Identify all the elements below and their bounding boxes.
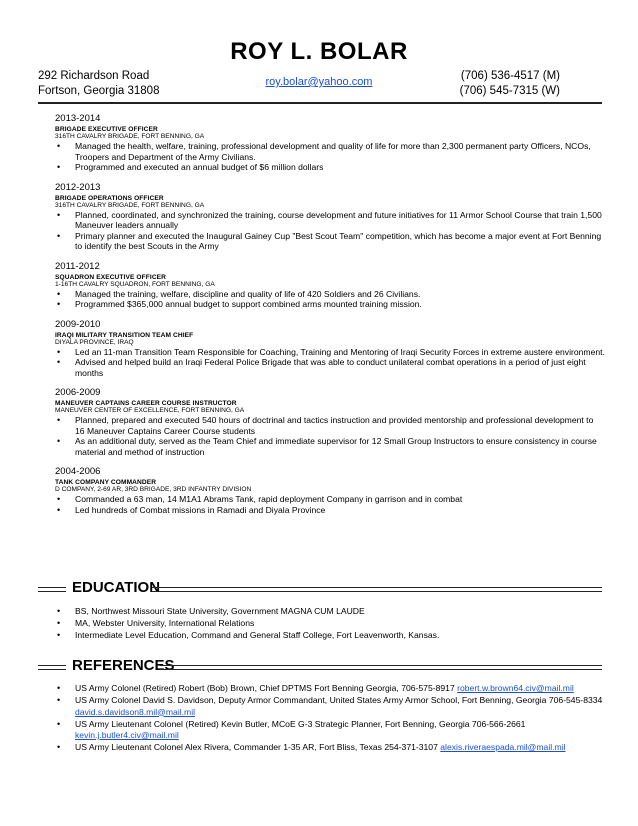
bullet-item: • Commanded a 63 man, 14 M1A1 Abrams Tank, rapid deployment Company in garrison and in combat (55, 494, 605, 505)
experience-entry (55, 387, 605, 457)
bullet-item: • Planned, prepared and executed 540 hours of doctrinal and tactics instruction and provided mentorship and professional development to 16 Maneuver Captains Career Course students (55, 415, 605, 436)
phone-work: (706) 545-7315 (W) (459, 85, 560, 97)
address-line-2: Fortson, Georgia 31808 (38, 85, 160, 97)
education-title: EDUCATION (72, 579, 161, 596)
bullet-item: • Planned, coordinated, and synchronized the training, course development and future initiatives for 11 Armor School Course that train 1,500 Maneuver leaders annually (55, 210, 605, 231)
reference-item (55, 683, 605, 695)
heading-rule-right (152, 587, 602, 592)
bullet-item: • Programmed $365,000 annual budget to support combined arms mounted training mission. (55, 299, 605, 310)
reference-item (55, 719, 605, 742)
reference-email-link[interactable]: kevin.j.butler4.civ@mail.mil (75, 730, 179, 740)
entry-bullets (55, 415, 605, 457)
education-list (55, 605, 605, 641)
entry-unit: D COMPANY, 2-69 AR, 3RD BRIGADE, 3RD INFANTRY DIVISION (55, 486, 252, 493)
entry-bullets (55, 210, 605, 252)
experience-section (55, 113, 605, 524)
reference-text: US Army Colonel David S. Davidson, Deputy Armor Commandant, United States Army Armor School, Fort Benning, Georgia 706-545-8334 (75, 695, 603, 705)
bullet-item: • Advised and helped build an Iraqi Federal Police Brigade that was able to conduct unilateral combat operations in a period of just eight months (55, 357, 605, 378)
reference-text: US Army Lieutenant Colonel Alex Rivera, Commander 1-35 AR, Fort Bliss, Texas 254-371-3107 (75, 742, 441, 752)
entry-role: BRIGADE OPERATIONS OFFICER (55, 194, 164, 202)
entry-role: SQUADRON EXECUTIVE OFFICER (55, 273, 167, 281)
entry-years: 2006-2009 (55, 387, 101, 398)
bullet-item: • As an additional duty, served as the Team Chief and immediate supervisor for 12 Small Group Instructors to ensure consistency in course material and method of instruction (55, 436, 605, 457)
reference-item (55, 695, 605, 718)
references-title: REFERENCES (72, 657, 175, 674)
experience-entry (55, 466, 605, 515)
entry-bullets (55, 347, 605, 379)
reference-text: US Army Colonel (Retired) Robert (Bob) Brown, Chief DPTMS Fort Benning Georgia, 706-575-8917 (75, 683, 458, 693)
entry-unit: 1-16TH CAVALRY SQUADRON, FORT BENNING, GA (55, 280, 215, 288)
entry-unit: 316TH CAVALRY BRIGADE, FORT BENNING, GA (55, 201, 205, 209)
entry-unit: DIYALA PROVINCE, IRAQ (55, 338, 134, 346)
entry-bullets (55, 289, 605, 310)
candidate-name: ROY L. BOLAR (230, 38, 408, 65)
heading-rule-left (38, 665, 66, 670)
entry-role: BRIGADE EXECUTIVE OFFICER (55, 126, 158, 133)
entry-role: TANK COMPANY COMMANDER (55, 479, 157, 486)
education-heading (38, 578, 602, 598)
phone-mobile: (706) 536-4517 (M) (460, 70, 560, 82)
heading-rule-right (160, 665, 602, 670)
email-link-text[interactable]: roy.bolar@yahoo.com (265, 76, 373, 88)
entry-role: MANEUVER CAPTAINS CAREER COURSE INSTRUCTOR (55, 400, 237, 407)
references-list (55, 683, 605, 754)
reference-item (55, 742, 605, 754)
bullet-item: • Primary planner and executed the Inaugural Gainey Cup "Best Scout Team" competition, which has become a major event at Fort Benning to identify the best Scouts in the Army (55, 231, 605, 252)
reference-email-link[interactable]: alexis.riveraespada.mil@mail.mil (440, 742, 566, 752)
references-heading (38, 656, 602, 676)
entry-bullets (55, 494, 605, 515)
phone-block (460, 69, 560, 99)
experience-entry (55, 261, 605, 310)
entry-role: IRAQI MILITARY TRANSITION TEAM CHIEF (55, 331, 194, 339)
entry-bullets (55, 141, 605, 173)
entry-years: 2011-2012 (55, 260, 100, 272)
bullet-item: • Led an 11-man Transition Team Responsible for Coaching, Training and Mentoring of Iraqi Security Forces in extreme austere environment. (55, 347, 605, 358)
header-divider (38, 102, 602, 104)
education-item: • Intermediate Level Education, Command and General Staff College, Fort Leavenworth, Kansas. (55, 629, 605, 641)
entry-years: 2012-2013 (55, 181, 101, 193)
entry-years: 2009-2010 (55, 318, 101, 330)
experience-entry (55, 113, 605, 173)
entry-unit: 316TH CAVALRY BRIGADE, FORT BENNING, GA (55, 133, 205, 140)
bullet-item: • Programmed and executed an annual budget of $6 million dollars (55, 162, 605, 173)
bullet-item: • Led hundreds of Combat missions in Ramadi and Diyala Province (55, 505, 605, 516)
heading-rule-left (38, 587, 66, 592)
bullet-item: • Managed the training, welfare, discipline and quality of life of 420 Soldiers and 26 Civilians. (55, 289, 605, 300)
education-item: • BS, Northwest Missouri State University, Government MAGNA CUM LAUDE (55, 605, 605, 617)
entry-unit: MANEUVER CENTER OF EXCELLENCE, FORT BENNING, GA (55, 407, 245, 414)
address-line-1: 292 Richardson Road (38, 70, 150, 82)
entry-years: 2004-2006 (55, 466, 101, 477)
education-item: • MA, Webster University, International Relations (55, 617, 605, 629)
bullet-item: • Managed the health, welfare, training, professional development and quality of life for more than 2,300 permanent party Officers, NCOs, Troopers and Department of the Army Civilians. (55, 141, 605, 162)
reference-email-link[interactable]: david.s.davidson8.mil@mail.mil (75, 706, 196, 717)
experience-entry (55, 182, 605, 252)
reference-text: US Army Lieutenant Colonel (Retired) Kevin Butler, MCoE G-3 Strategic Planner, Fort Benning, Georgia 706-566-2661 (75, 718, 526, 729)
experience-entry (55, 319, 605, 379)
reference-email-link[interactable]: robert.w.brown64.civ@mail.mil (457, 683, 574, 693)
entry-years: 2013-2014 (55, 113, 101, 124)
